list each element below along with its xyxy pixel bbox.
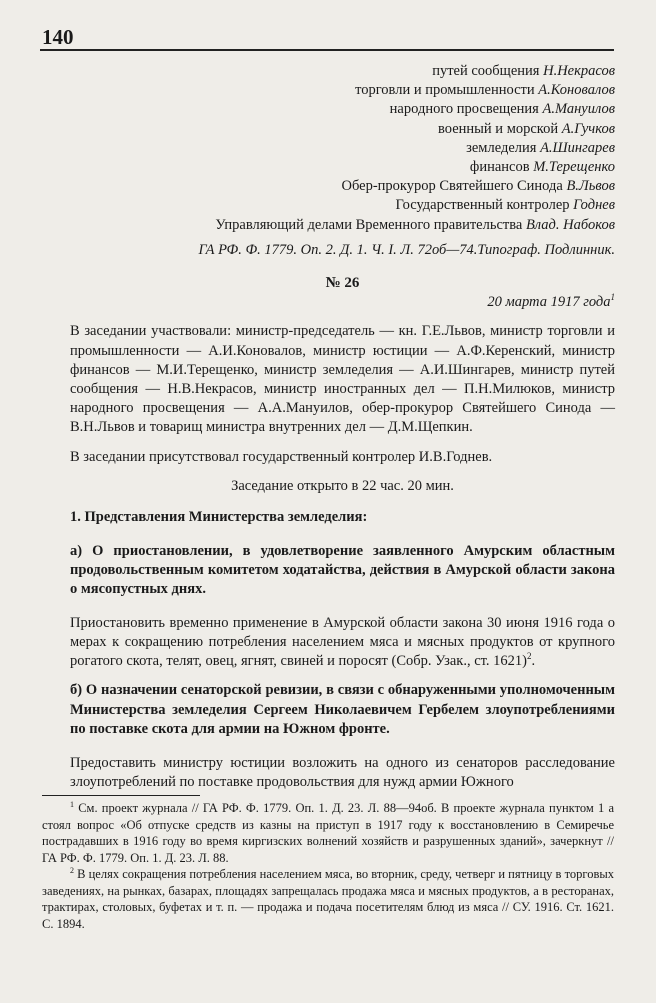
footnote-ref: 2 — [526, 651, 532, 662]
section-title: 1. Представления Министерства земледелия: — [70, 509, 368, 526]
signature-line — [70, 100, 615, 119]
signature-line — [70, 177, 615, 196]
signature-line — [70, 120, 615, 139]
signature-line — [70, 139, 615, 158]
item-a-title: а) О приостановлении, в удовлетворение заявленного Амурским областным продовольственным комитетом ходатайства, действия в Амурской области закона о мясопустных днях. — [70, 542, 615, 598]
signature-line — [70, 158, 615, 177]
signature-name: А.Шингарев — [540, 139, 615, 156]
controller-text: В заседании присутствовал государственный контролер И.В.Годнев. — [70, 448, 493, 465]
signature-line — [70, 216, 615, 235]
item-a-text — [70, 614, 615, 672]
document-number: № 26 — [325, 275, 360, 292]
footnote-mark: 1 — [70, 799, 74, 809]
attendance-text: В заседании участвовали: министр-председатель — кн. Г.Е.Львов, министр торговли и промышленности — А.И.Коновалов, министр юстиции — А.Ф.Керенский, министр финансов — М.И.Терещенко, министр земледелия — А.И.Шингарев, министр путей сообщения — Н.В.Некрасов, министр иностранных дел — П.Н.Милюков, министр народного просвещения — А.А.Мануилов, обер-прокурор Святейшего Синода — В.Н.Львов и товарищ министра внутренних дел — Д.М.Щепкин. — [70, 323, 615, 436]
item-a-period: . — [531, 653, 536, 670]
signature-role: Государственный контролер — [395, 197, 570, 214]
footnote-1 — [42, 800, 614, 866]
signatures-list — [70, 62, 615, 235]
item-b-text: Предоставить министру юстиции возложить на одного из сенаторов расследование злоупотреблений по поставке продовольствия для нужд армии Южного — [70, 754, 615, 790]
signature-role: народного просвещения — [389, 101, 539, 118]
document-date — [70, 293, 615, 312]
item-b-title: б) О назначении сенаторской ревизии, в связи с обнаруженными уполномоченным Министерства земледелия Сергеем Николаевичем Гербелем злоупотреблениями по поставке скота для армии на Южном фронте. — [70, 682, 615, 737]
signature-name: Влад. Набоков — [525, 216, 615, 233]
header-rule — [40, 49, 614, 51]
signature-role: торговли и промышленности — [355, 82, 535, 99]
signature-name: А.Гучков — [561, 120, 615, 137]
signature-role: земледелия — [466, 139, 537, 156]
footnote-text: В целях сокращения потребления населением мяса, во вторник, среду, четверг и пятницу в торговых заведениях, на рынках, базарах, площадях запрещалась продажа мяса и мясных продуктов, а в ресторанах, трактирах, столовых, буфетах и т. п. — продажа и подача посетителям блюд из мяса // СУ. 1916. Ст. 1621. С. 1894. — [42, 867, 614, 931]
session-opened: Заседание открыто в 22 час. 20 мин. — [231, 477, 454, 494]
signature-line — [70, 62, 615, 81]
page-body — [70, 62, 615, 792]
signature-role: путей сообщения — [432, 63, 540, 79]
controller-paragraph — [70, 448, 615, 467]
signature-name: В.Львов — [566, 178, 615, 195]
footnote-mark: 2 — [70, 865, 74, 875]
signature-role: Управляющий делами Временного правительства — [215, 216, 523, 233]
page-number: 140 — [42, 25, 74, 49]
signature-name: А.Коновалов — [538, 82, 615, 99]
signature-name: Годнев — [573, 197, 615, 214]
archival-source: ГА РФ. Ф. 1779. Оп. 2. Д. 1. Ч. I. Л. 72об—74.Типограф. Подлинник. — [198, 241, 615, 258]
signature-role: финансов — [469, 159, 530, 176]
signature-role: Обер-прокурор Святейшего Синода — [341, 178, 563, 195]
footnote-rule — [42, 795, 200, 796]
signature-line — [70, 196, 615, 215]
signature-line — [70, 81, 615, 100]
attendance-paragraph — [70, 322, 615, 437]
footnote-text: См. проект журнала // ГА РФ. Ф. 1779. Оп. 1. Д. 23. Л. 88—94об. В проекте журнала пунктом 1 а стоял вопрос «Об отпуске средств из казны на приступ в 1917 году к восстановлению в Семиречье пострадавших в 1916 году во время киргизских волнений хозяйств и разрушенных зданий», зачеркнут // ГА РФ. Ф. 1779. Оп. 1. Д. 23. Л. 88. — [42, 801, 615, 865]
footnote-2 — [42, 866, 614, 932]
item-a-body: Приостановить временно применение в Амурской области закона 30 июня 1916 года о мерах к сокращению потребления населением мяса и мясных продуктов от крупного рогатого скота, телят, овец, ягнят, свиней и поросят (Собр. Узак., ст. 1621) — [70, 614, 615, 670]
footnotes — [42, 800, 614, 932]
signature-name: Н.Некрасов — [543, 63, 615, 79]
signature-name: М.Терещенко — [533, 159, 615, 176]
document-date-text: 20 марта 1917 года — [487, 294, 611, 311]
signature-role: военный и морской — [438, 120, 559, 137]
signature-name: А.Мануилов — [542, 101, 615, 118]
footnote-ref: 1 — [610, 292, 615, 303]
